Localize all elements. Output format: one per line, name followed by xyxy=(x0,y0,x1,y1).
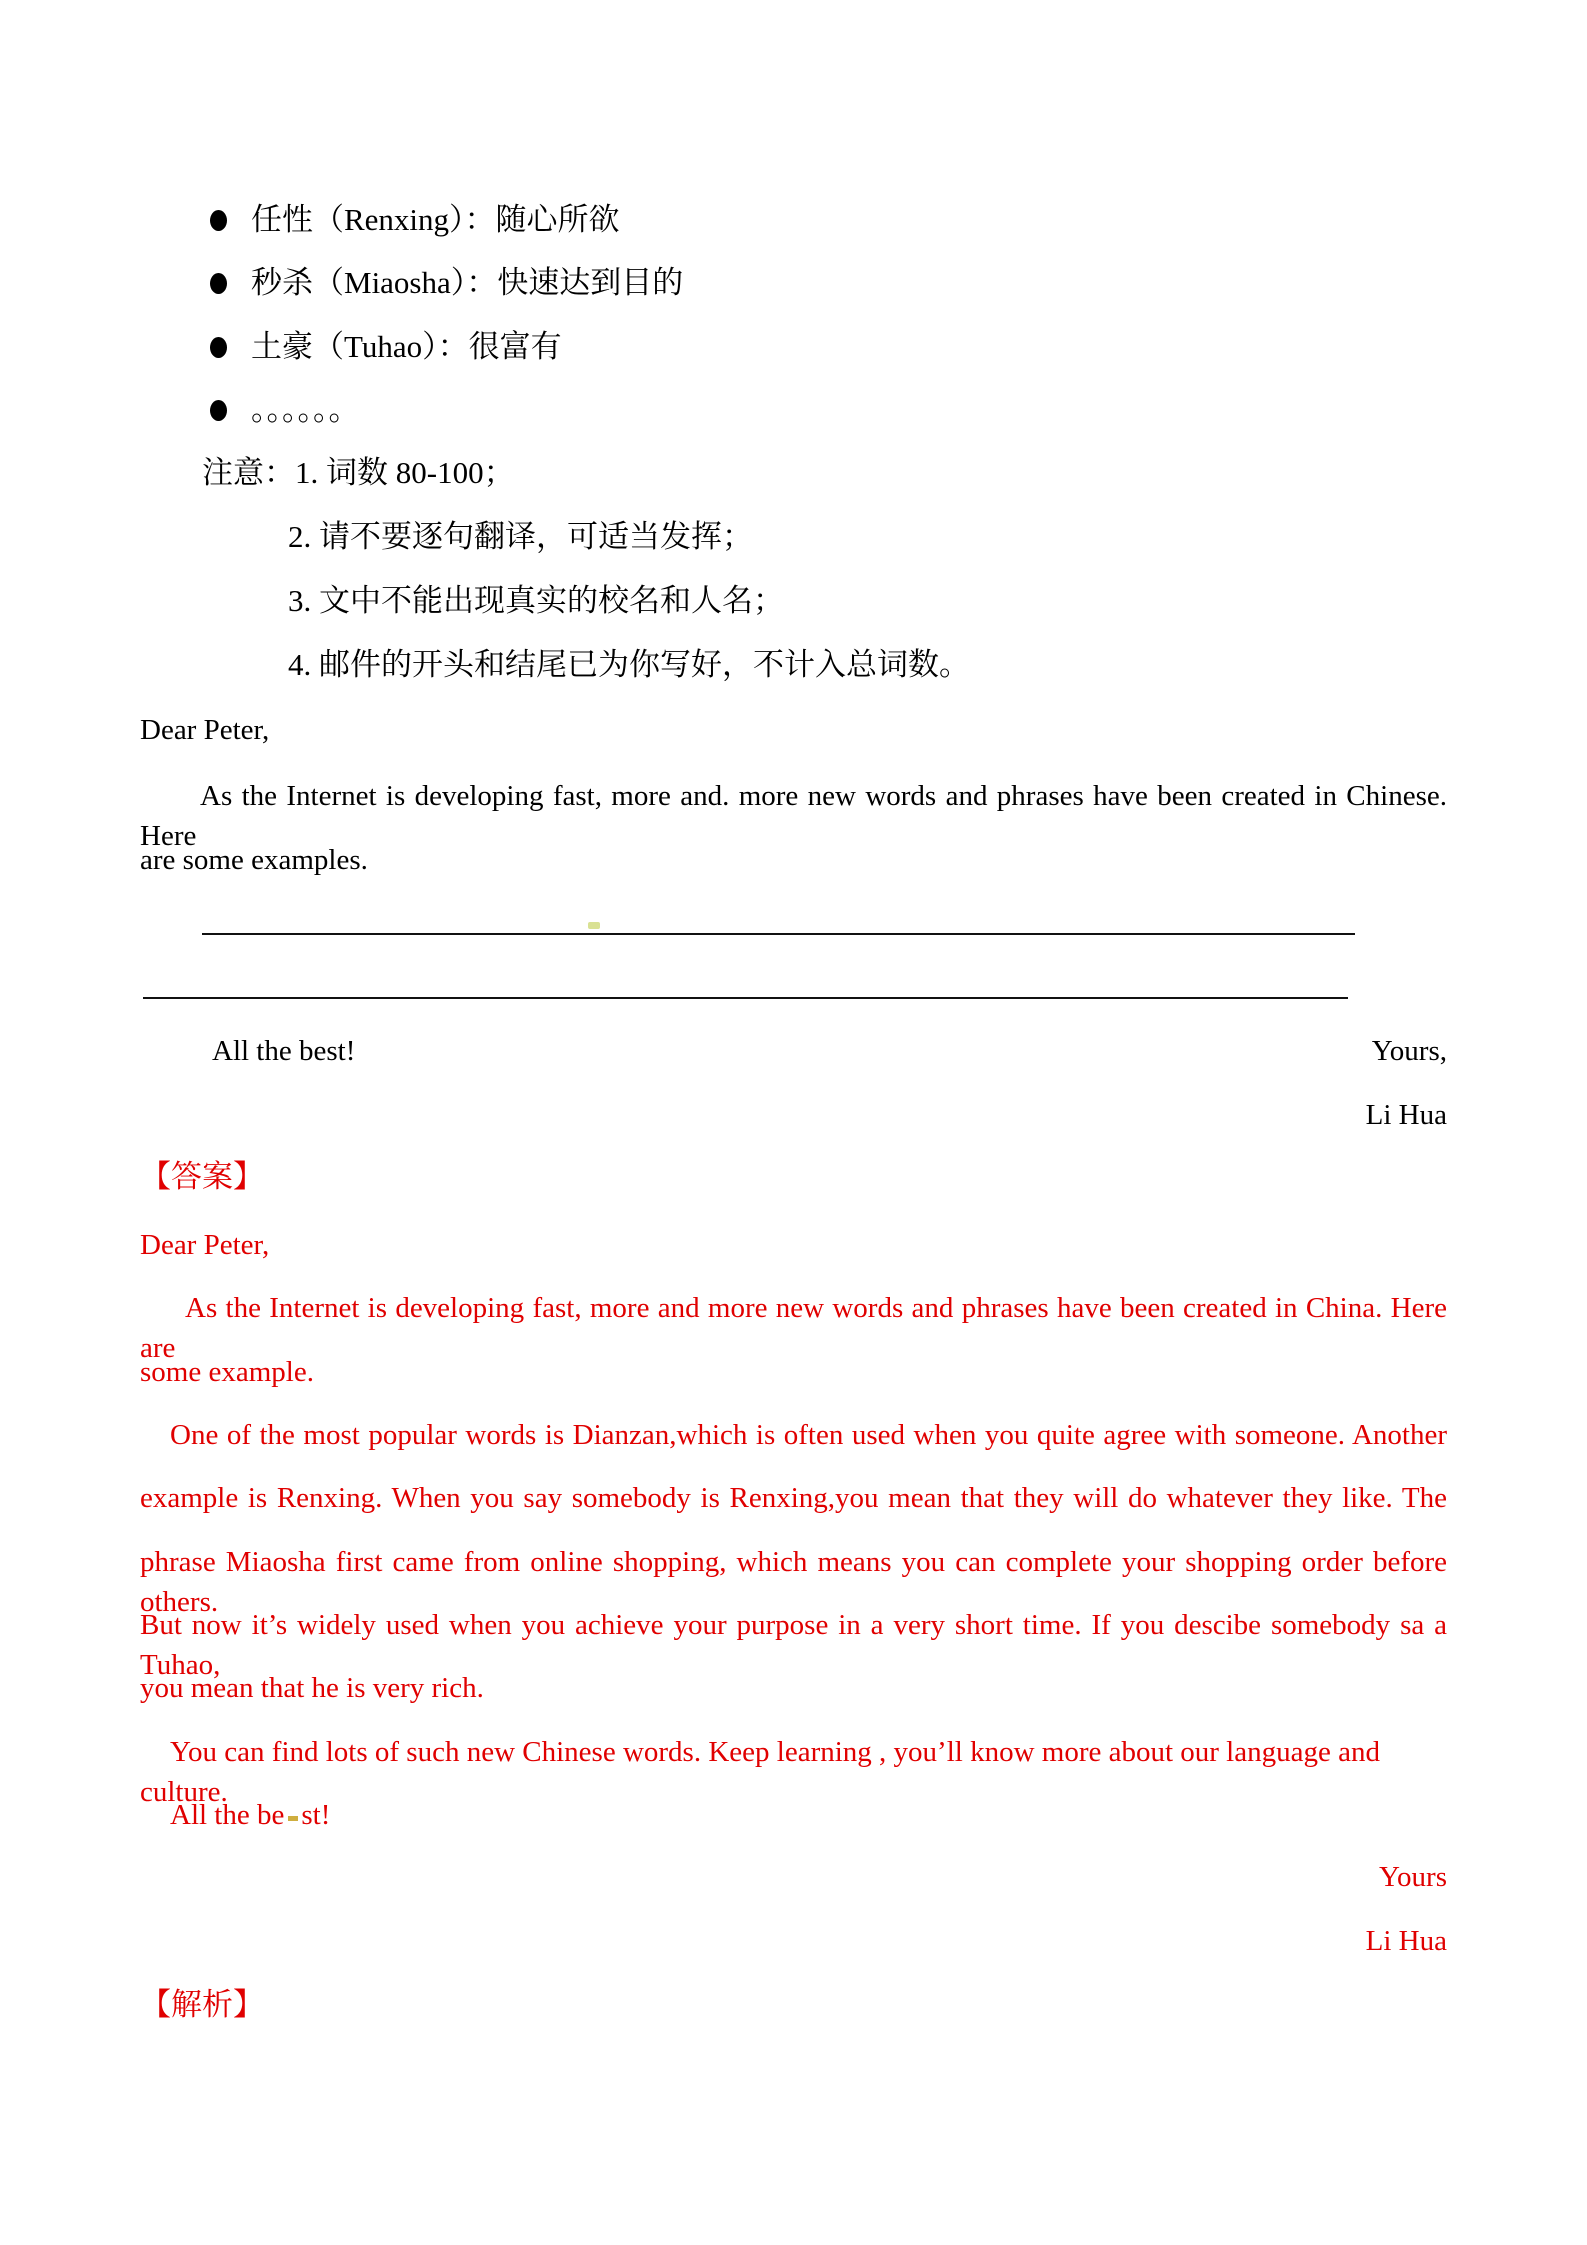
answer-heading: 【答案】 xyxy=(140,1159,264,1194)
answer-closing-text-2: st! xyxy=(301,1799,331,1831)
bullet-icon xyxy=(210,337,227,358)
answer-blank-line-1 xyxy=(202,933,1355,935)
answer-p2-line-5: you mean that he is very rich. xyxy=(140,1672,484,1704)
letter-signature: Li Hua xyxy=(1365,1099,1447,1131)
bullet-item-renxing xyxy=(210,200,620,240)
bullet-item-label: 。。。。。。 xyxy=(251,392,360,427)
letter-body-line-1: As the Internet is developing fast, more and. more new words and phrases have been created in Chinese. Here xyxy=(140,780,1447,852)
bullet-item-miaosha xyxy=(210,263,683,303)
bullet-item-tuhao xyxy=(210,327,562,367)
answer-p3-line-1: You can find lots of such new Chinese words. Keep learning , you’ll know more about our language and culture. xyxy=(140,1736,1380,1808)
letter-closing: All the best! xyxy=(212,1035,356,1067)
answer-signature: Li Hua xyxy=(1365,1925,1447,1957)
answer-closing-text-1: All the be xyxy=(170,1799,285,1831)
notes-line-4: 4. 邮件的开头和结尾已为你写好，不计入总词数。 xyxy=(288,647,970,682)
letter-body-line-2: are some examples. xyxy=(140,844,368,876)
letter-signoff: Yours, xyxy=(1371,1035,1447,1067)
stray-mark-icon xyxy=(588,922,600,929)
answer-p1-line-2: some example. xyxy=(140,1356,314,1388)
bullet-icon xyxy=(210,400,227,421)
answer-closing xyxy=(140,1795,1447,1835)
answer-p2-line-4: But now it’s widely used when you achieve your purpose in a very short time. If you descibe somebody sa a Tuhao, xyxy=(140,1609,1447,1681)
bullet-item-ellipsis xyxy=(210,390,360,430)
answer-blank-line-2 xyxy=(143,997,1348,999)
answer-p2-line-2: example is Renxing. When you say somebody is Renxing,you mean that they will do whatever they like. The xyxy=(140,1482,1447,1514)
notes-line-1: 注意：1. 词数 80-100； xyxy=(202,455,515,490)
letter-salutation: Dear Peter, xyxy=(140,714,270,746)
bullet-icon xyxy=(210,273,227,294)
bullet-icon xyxy=(210,210,227,231)
bullet-item-label: 秒杀（Miaosha）：快速达到目的 xyxy=(251,265,684,300)
stray-mark-icon xyxy=(288,1816,298,1821)
answer-salutation: Dear Peter, xyxy=(140,1229,270,1261)
answer-signoff: Yours xyxy=(1379,1861,1447,1893)
notes-line-3: 3. 文中不能出现真实的校名和人名； xyxy=(288,583,784,618)
answer-p2-line-3: phrase Miaosha first came from online shopping, which means you can complete your shopping order before others. xyxy=(140,1546,1447,1618)
notes-line-2: 2. 请不要逐句翻译，可适当发挥； xyxy=(288,519,753,554)
answer-p2-line-1: One of the most popular words is Dianzan,which is often used when you quite agree with someone. Another xyxy=(170,1419,1447,1451)
analysis-heading: 【解析】 xyxy=(140,1987,264,2022)
bullet-item-label: 任性（Renxing）：随心所欲 xyxy=(251,202,620,237)
answer-p1-line-1: As the Internet is developing fast, more and more new words and phrases have been created in China. Here are xyxy=(140,1292,1447,1364)
bullet-item-label: 土豪（Tuhao）：很富有 xyxy=(251,329,562,364)
